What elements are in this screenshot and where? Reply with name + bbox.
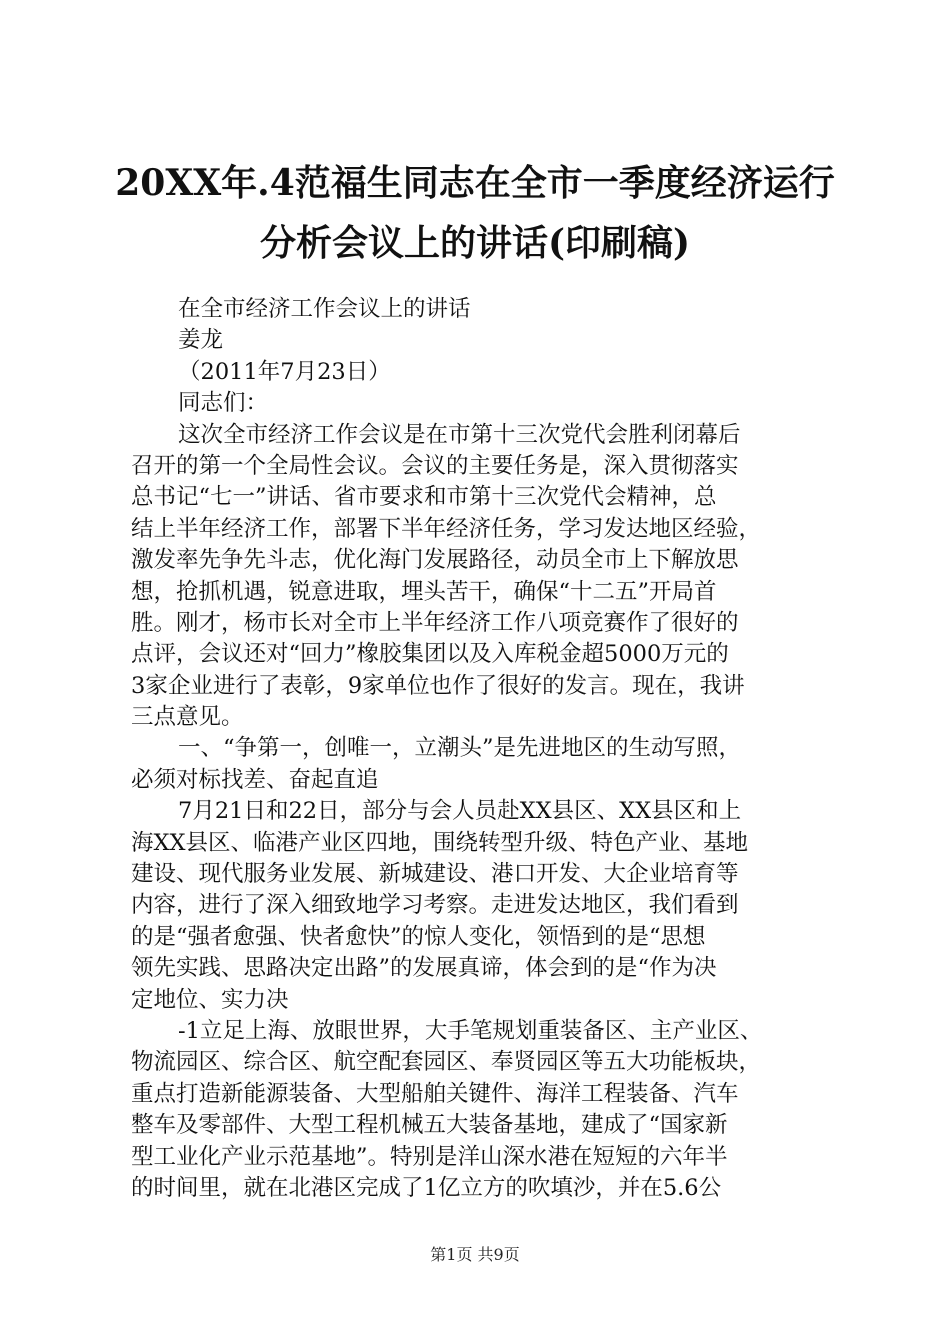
body-line: 的是“强者愈强、快者愈快”的惊人变化，领悟到的是“思想 [131,923,706,950]
page-footer: 第1页 共9页 [430,1245,520,1264]
body-line: 这次全市经济工作会议是在市第十三次党代会胜利闭幕后 [178,421,741,448]
body-line: 一、“争第一，创唯一，立潮头”是先进地区的生动写照， [178,735,742,762]
body-line: 物流园区、综合区、航空配套园区、奉贤园区等五大功能板块， [131,1049,762,1076]
body-line: 召开的第一个全局性会议。会议的主要任务是，深入贯彻落实 [131,452,739,479]
body-line: 3家企业进行了表彰，9家单位也作了很好的发言。现在，我讲 [131,672,745,699]
body-line: 型工业化产业示范基地”。特别是洋山深水港在短短的六年半 [131,1143,728,1170]
body-line: 胜。刚才，杨市长对全市上半年经济工作八项竞赛作了很好的 [131,609,739,636]
body-line: （2011年7月23日） [178,358,391,385]
body-line: 定地位、实力决 [131,986,289,1013]
document-title-line-1: 20XX年.4范福生同志在全市一季度经济运行 [115,162,835,204]
body-line: 激发率先争先斗志，优化海门发展路径，动员全市上下解放思 [131,547,739,574]
body-line: 的时间里，就在北港区完成了1亿立方的吹填沙，并在5.6公 [131,1174,722,1201]
body-line: 必须对标找差、奋起直追 [131,766,379,793]
body-line: -1立足上海、放眼世界，大手笔规划重装备区、主产业区、 [178,1017,763,1044]
body-line: 重点打造新能源装备、大型船舶关键件、海洋工程装备、汽车 [131,1080,739,1107]
body-line: 点评，会议还对“回力”橡胶集团以及入库税金超5000万元的 [131,641,729,668]
body-line: 7月21日和22日，部分与会人员赴XX县区、XX县区和上 [178,798,742,825]
body-line: 整车及零部件、大型工程机械五大装备基地，建成了“国家新 [131,1112,728,1139]
body-line: 海XX县区、临港产业区四地，围绕转型升级、特色产业、基地 [131,829,749,856]
body-line: 总书记“七一”讲话、省市要求和市第十三次党代会精神，总 [131,484,717,511]
body-line: 三点意见。 [131,704,244,731]
document-title-line-2: 分析会议上的讲话(印刷稿) [259,222,691,264]
body-line: 姜龙 [178,327,224,354]
body-line: 同志们： [178,390,269,417]
body-line: 在全市经济工作会议上的讲话 [178,296,471,322]
body-line: 内容，进行了深入细致地学习考察。走进发达地区，我们看到 [131,892,739,919]
document-body [131,294,831,1204]
body-line: 领先实践、思路决定出路”的发展真谛，体会到的是“作为决 [131,955,717,982]
body-line: 想，抢抓机遇，锐意进取，埋头苦干，确保“十二五”开局首 [131,578,717,605]
body-line: 结上半年经济工作，部署下半年经济任务，学习发达地区经验， [131,515,762,542]
body-line: 建设、现代服务业发展、新城建设、港口开发、大企业培育等 [131,861,739,888]
